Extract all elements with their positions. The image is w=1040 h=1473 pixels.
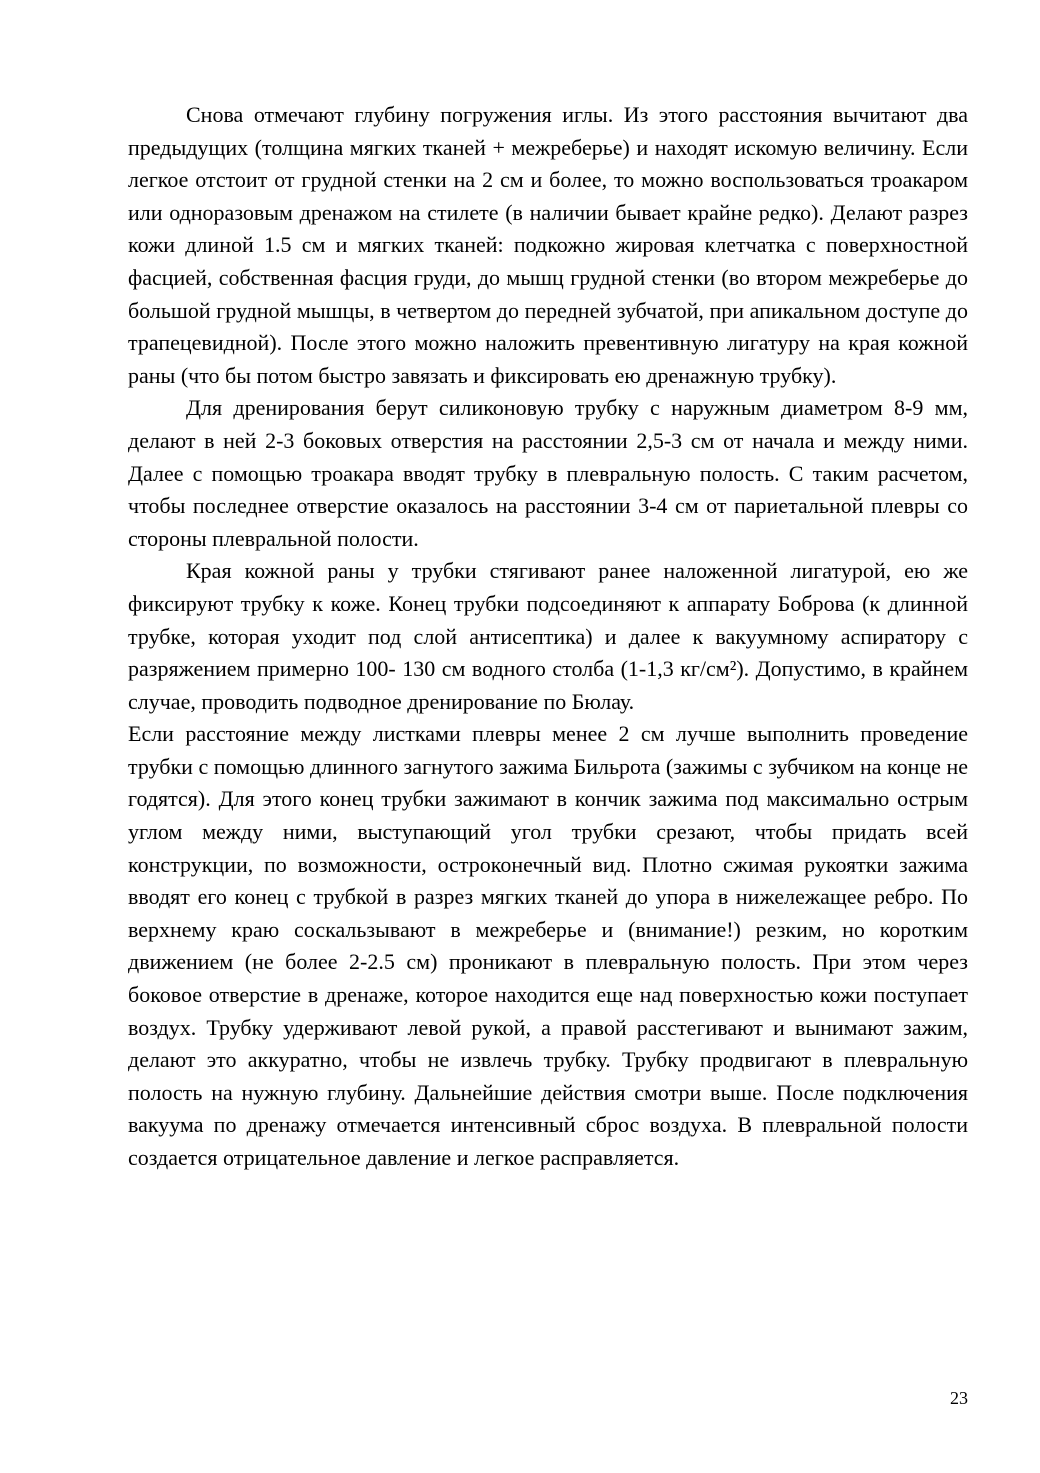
paragraph-drainage-tube: Для дренирования берут силиконовую трубку с наружным диаметром 8-9 мм, делают в ней 2-3 боковых отверстия на расстоянии 2,5-3 см от начала и между ними. Далее с помощью троакара вводят трубку в плевральную полость. С таким расчетом, чтобы последнее отверстие оказалось на расстоянии 3-4 см от париетальной плевры со стороны плевральной полости. [128, 395, 968, 551]
paragraph-billroth-clamp: Если расстояние между листками плевры менее 2 см лучше выполнить проведение трубки с помощью длинного загнутого зажима Бильрота (зажимы с зубчиком на конце не годятся). Для этого конец трубки зажимают в кончик зажима под максимально острым углом между ними, выступающий угол трубки срезают, чтобы придать всей конструкции, по возможности, остроконечный вид. Плотно сжимая рукоятки зажима вводят его конец с трубкой в разрез мягких тканей до упора в нижележащее ребро. По верхнему краю соскальзывают в межреберье и (внимание!) резким, но коротким движением (не более 2-2.5 см) проникают в плевральную полость. При этом через боковое отверстие в дренаже, которое находится еще над поверхностью кожи поступает воздух. Трубку удерживают левой рукой, а правой расстегивают и вынимают зажим, делают это аккуратно, чтобы не извлечь трубку. Трубку продвигают в плевральную полость на нужную глубину. Дальнейшие действия смотри выше. После подключения вакуума по дренажу отмечается интенсивный сброс воздуха. В плевральной полости создается отрицательное давление и легкое расправляется. [128, 721, 968, 1170]
paragraph-wound-edges: Края кожной раны у трубки стягивают ранее наложенной лигатурой, ею же фиксируют трубку к коже. Конец трубки подсоединяют к аппарату Боброва (к длинной трубке, которая уходит под слой антисептика) и далее к вакуумному аспиратору с разряжением примерно 100- 130 см водного столба (1-1,3 кг/см²). Допустимо, в крайнем случае, проводить подводное дренирование по Бюлау. [128, 558, 968, 714]
document-body [128, 99, 968, 1175]
page-number: 23 [950, 1388, 968, 1408]
paragraph-needle-depth: Снова отмечают глубину погружения иглы. Из этого расстояния вычитают два предыдущих (толщина мягких тканей + межреберье) и находят искомую величину. Если легкое отстоит от грудной стенки на 2 см и более, то можно воспользоваться троакаром или одноразовым дренажом на стилете (в наличии бывает крайне редко). Делают разрез кожи длиной 1.5 см и мягких тканей: подкожно жировая клетчатка с поверхностной фасцией, собственная фасция груди, до мышц грудной стенки (во втором межреберье до большой грудной мышцы, в четвертом до передней зубчатой, при апикальном доступе до трапецевидной). После этого можно наложить превентивную лигатуру на края кожной раны (что бы потом быстро завязать и фиксировать ею дренажную трубку). [128, 102, 968, 388]
